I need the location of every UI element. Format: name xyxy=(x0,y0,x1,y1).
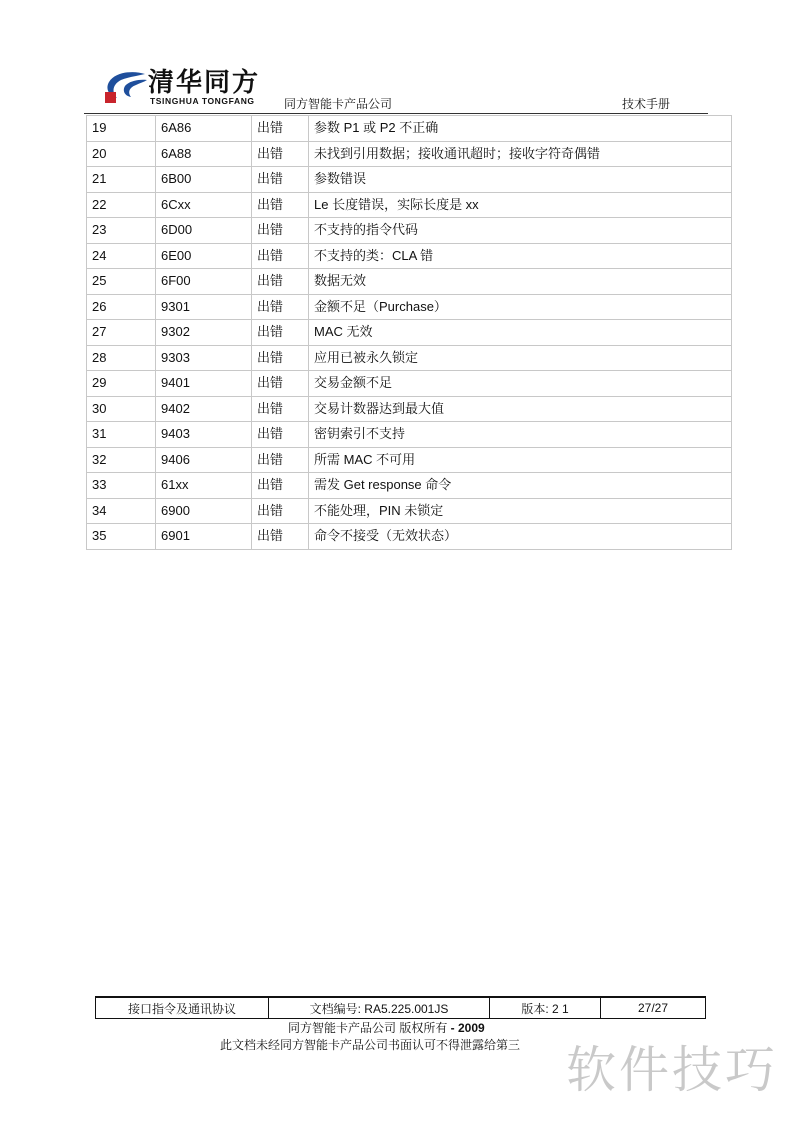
status-code-cell: 9302 xyxy=(156,320,252,346)
status-type-cell: 出错 xyxy=(252,320,309,346)
row-number-cell: 25 xyxy=(87,269,156,295)
header-divider xyxy=(84,113,708,114)
row-number-cell: 34 xyxy=(87,498,156,524)
status-type-cell: 出错 xyxy=(252,396,309,422)
copyright-year: - 2009 xyxy=(447,1021,485,1035)
footer-version: 版本: 2 1 xyxy=(490,998,601,1018)
footer-info-box xyxy=(95,996,706,1019)
status-description-cell: Le 长度错误，实际长度是 xx xyxy=(309,192,732,218)
status-code-cell: 6901 xyxy=(156,524,252,550)
footer-doc-number: 文档编号: RA5.225.001JS xyxy=(269,998,490,1018)
status-code-cell: 6D00 xyxy=(156,218,252,244)
row-number-cell: 24 xyxy=(87,243,156,269)
status-code-cell: 6A88 xyxy=(156,141,252,167)
status-description-cell: 不支持的指令代码 xyxy=(309,218,732,244)
table-row xyxy=(87,320,732,346)
status-type-cell: 出错 xyxy=(252,422,309,448)
row-number-cell: 28 xyxy=(87,345,156,371)
row-number-cell: 30 xyxy=(87,396,156,422)
row-number-cell: 20 xyxy=(87,141,156,167)
table-row xyxy=(87,243,732,269)
table-row xyxy=(87,167,732,193)
status-description-cell: 需发 Get response 命令 xyxy=(309,473,732,499)
row-number-cell: 31 xyxy=(87,422,156,448)
status-type-cell: 出错 xyxy=(252,116,309,142)
status-description-cell: MAC 无效 xyxy=(309,320,732,346)
status-description-cell: 未找到引用数据；接收通讯超时；接收字符奇偶错 xyxy=(309,141,732,167)
status-code-table-body xyxy=(87,116,732,550)
status-type-cell: 出错 xyxy=(252,294,309,320)
status-description-cell: 参数错误 xyxy=(309,167,732,193)
row-number-cell: 23 xyxy=(87,218,156,244)
status-code-cell: 61xx xyxy=(156,473,252,499)
table-row xyxy=(87,524,732,550)
table-row xyxy=(87,396,732,422)
table-row xyxy=(87,141,732,167)
status-description-cell: 命令不接受（无效状态） xyxy=(309,524,732,550)
row-number-cell: 19 xyxy=(87,116,156,142)
status-description-cell: 数据无效 xyxy=(309,269,732,295)
row-number-cell: 29 xyxy=(87,371,156,397)
row-number-cell: 35 xyxy=(87,524,156,550)
status-description-cell: 金额不足（Purchase） xyxy=(309,294,732,320)
status-type-cell: 出错 xyxy=(252,167,309,193)
table-row xyxy=(87,447,732,473)
status-code-cell: 9301 xyxy=(156,294,252,320)
status-type-cell: 出错 xyxy=(252,473,309,499)
status-type-cell: 出错 xyxy=(252,243,309,269)
copyright-text: 同方智能卡产品公司 版权所有 xyxy=(288,1021,448,1035)
status-code-cell: 6Cxx xyxy=(156,192,252,218)
status-code-cell: 6A86 xyxy=(156,116,252,142)
header-company-name: 同方智能卡产品公司 xyxy=(284,97,393,111)
status-description-cell: 不支持的类：CLA 错 xyxy=(309,243,732,269)
table-row xyxy=(87,294,732,320)
status-description-cell: 密钥索引不支持 xyxy=(309,422,732,448)
table-row xyxy=(87,269,732,295)
status-type-cell: 出错 xyxy=(252,345,309,371)
status-description-cell: 所需 MAC 不可用 xyxy=(309,447,732,473)
watermark: 软件技巧 xyxy=(566,1042,778,1098)
status-description-cell: 不能处理，PIN 未锁定 xyxy=(309,498,732,524)
header-manual-label: 技术手册 xyxy=(622,97,671,111)
row-number-cell: 27 xyxy=(87,320,156,346)
row-number-cell: 33 xyxy=(87,473,156,499)
row-number-cell: 26 xyxy=(87,294,156,320)
status-type-cell: 出错 xyxy=(252,269,309,295)
page-header xyxy=(0,0,800,120)
table-row xyxy=(87,192,732,218)
footer-copyright xyxy=(288,1020,485,1036)
status-code-cell: 6900 xyxy=(156,498,252,524)
status-type-cell: 出错 xyxy=(252,192,309,218)
status-type-cell: 出错 xyxy=(252,371,309,397)
status-description-cell: 应用已被永久锁定 xyxy=(309,345,732,371)
status-description-cell: 交易金额不足 xyxy=(309,371,732,397)
status-code-cell: 9403 xyxy=(156,422,252,448)
status-code-cell: 6E00 xyxy=(156,243,252,269)
table-row xyxy=(87,473,732,499)
table-row xyxy=(87,498,732,524)
status-code-table xyxy=(86,115,732,550)
table-row xyxy=(87,371,732,397)
status-code-cell: 9401 xyxy=(156,371,252,397)
status-type-cell: 出错 xyxy=(252,218,309,244)
status-code-cell: 9303 xyxy=(156,345,252,371)
logo-english-name: TSINGHUA TONGFANG xyxy=(150,96,255,106)
logo-chinese-name: 清华同方 xyxy=(148,67,261,97)
table-row xyxy=(87,422,732,448)
footer-page-number: 27/27 xyxy=(637,1001,669,1015)
row-number-cell: 22 xyxy=(87,192,156,218)
status-type-cell: 出错 xyxy=(252,498,309,524)
status-code-cell: 6F00 xyxy=(156,269,252,295)
status-type-cell: 出错 xyxy=(252,141,309,167)
footer-doc-title: 接口指令及通讯协议 xyxy=(96,998,269,1018)
status-description-cell: 参数 P1 或 P2 不正确 xyxy=(309,116,732,142)
status-code-cell: 6B00 xyxy=(156,167,252,193)
table-row xyxy=(87,218,732,244)
tsinghua-tongfang-logo-icon xyxy=(103,70,147,106)
status-code-cell: 9406 xyxy=(156,447,252,473)
footer-confidential-notice: 此文档未经同方智能卡产品公司书面认可不得泄露给第三 xyxy=(220,1038,521,1052)
row-number-cell: 21 xyxy=(87,167,156,193)
status-type-cell: 出错 xyxy=(252,524,309,550)
table-row xyxy=(87,345,732,371)
table-row xyxy=(87,116,732,142)
status-type-cell: 出错 xyxy=(252,447,309,473)
status-code-cell: 9402 xyxy=(156,396,252,422)
row-number-cell: 32 xyxy=(87,447,156,473)
status-description-cell: 交易计数器达到最大值 xyxy=(309,396,732,422)
